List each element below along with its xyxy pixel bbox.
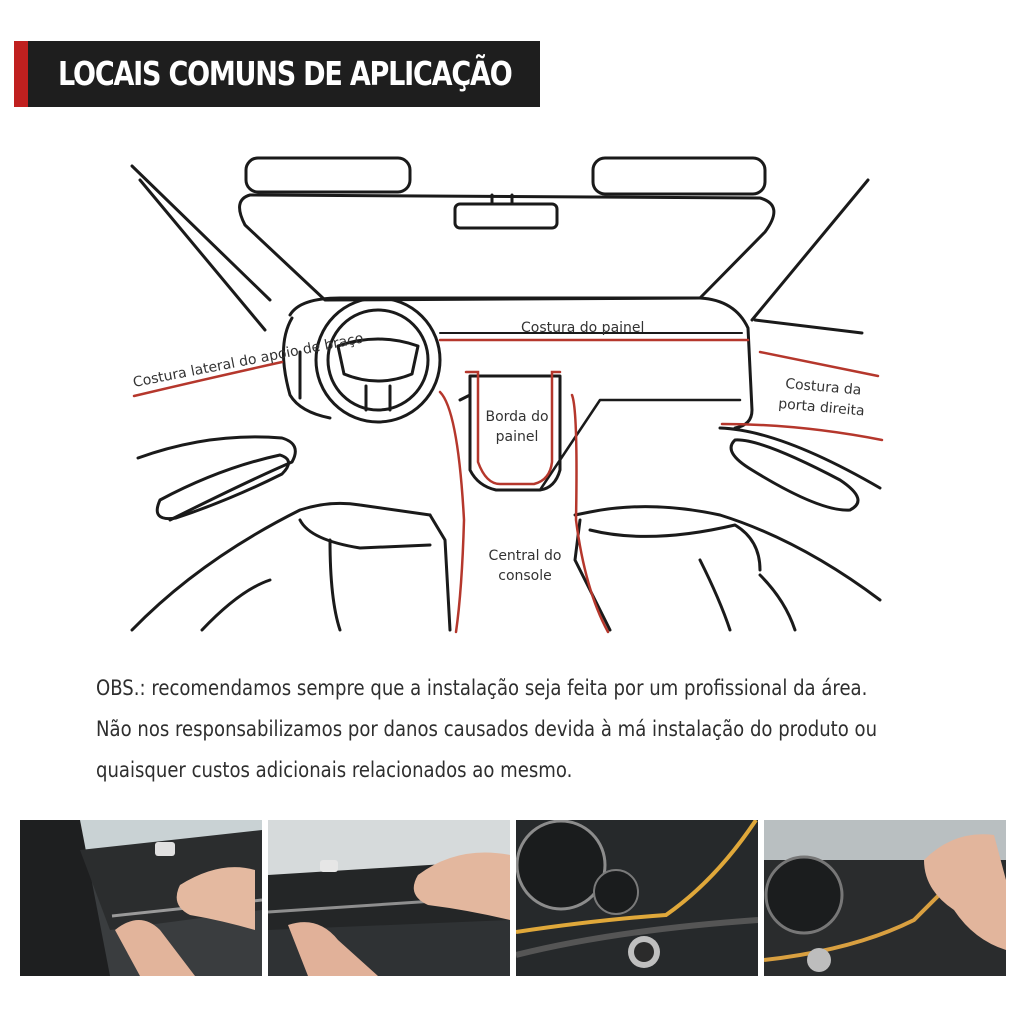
rearview-mirror (455, 204, 557, 228)
note-text (96, 668, 996, 791)
door-trim-install-photo-2 (268, 820, 510, 976)
label-central-1: Central do (488, 548, 562, 564)
label-borda-2: painel (495, 429, 539, 445)
steering-wheel (316, 298, 440, 422)
label-armrest: Costura lateral do apoio de braço (131, 330, 365, 391)
page-title: LOCAIS COMUNS DE APLICAÇÃO (58, 54, 512, 93)
left-sun-visor (246, 158, 410, 192)
label-borda-1: Borda do (485, 409, 549, 425)
label-dash-seam: Costura do painel (521, 320, 645, 336)
note-line-2: Não nos responsabilizamos por danos causados devida à má instalação do produto ou (96, 717, 878, 741)
seam-door-1 (760, 352, 878, 376)
photo-strip (0, 820, 1024, 976)
seam-center-stack (466, 372, 560, 484)
note-line-3: quaisquer custos adicionais relacionados ao mesmo. (96, 758, 573, 782)
windshield (240, 195, 774, 300)
label-door-1: Costura da (784, 376, 863, 399)
right-sun-visor (593, 158, 765, 194)
label-central-2: console (498, 568, 552, 584)
seam-console-left (440, 392, 464, 632)
door-trim-install-photo (20, 820, 262, 976)
label-door-2: porta direita (777, 396, 866, 420)
dashboard-trim-install-photo (764, 820, 1006, 976)
dashboard-trim-photo (516, 820, 758, 976)
note-line-1: OBS.: recomendamos sempre que a instalação seja feita por um profissional da área. (96, 676, 868, 700)
